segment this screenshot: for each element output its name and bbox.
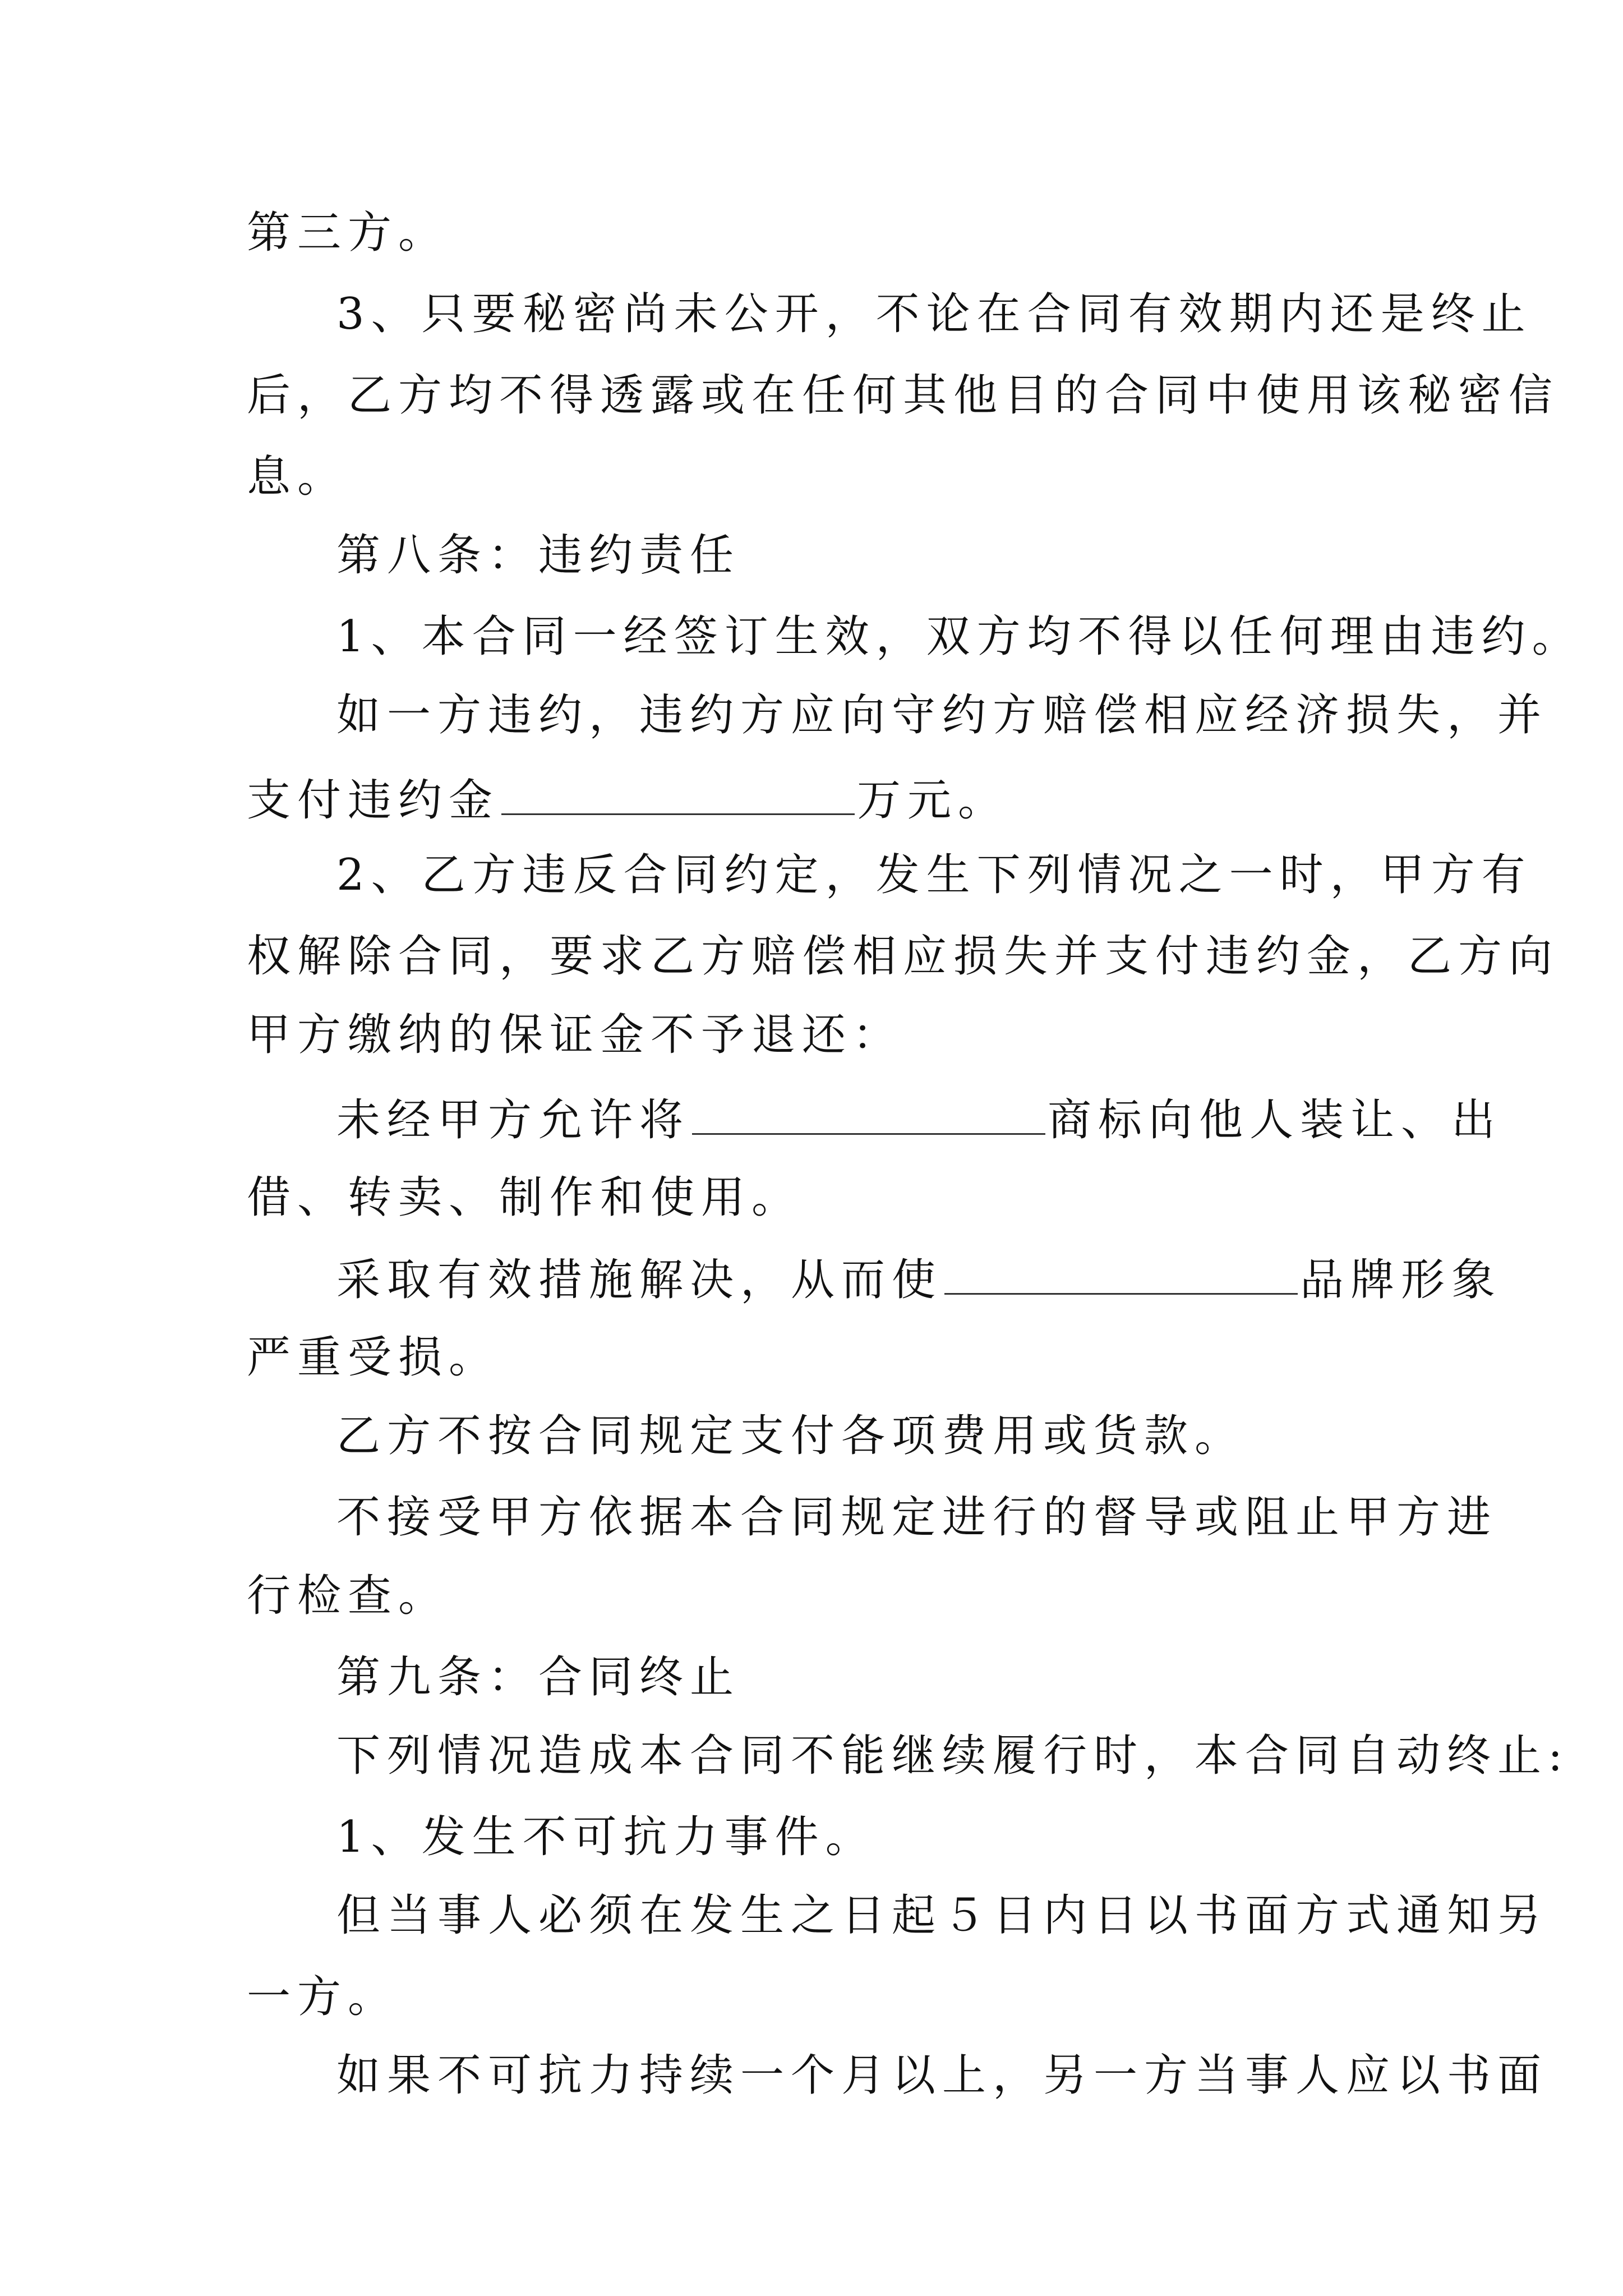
paragraph-line: 乙方不按合同规定支付各项费用或货款。 [336,1411,1246,1461]
paragraph-line: 3、只要秘密尚未公开，不论在合同有效期内还是终止 [336,289,1532,339]
paragraph-line: 但当事人必须在发生之日起５日内日以书面方式通知另 [336,1890,1548,1941]
blank-suffix: 品牌形象 [1300,1255,1502,1305]
section-heading: 第九条：合同终止 [336,1652,741,1703]
paragraph-line: 严重受损。 [247,1332,500,1383]
paragraph-line: 行检查。 [247,1571,449,1621]
paragraph-line: 借、转卖、制作和使用。 [247,1172,803,1223]
paragraph-line: 如果不可抗力持续一个月以上，另一方当事人应以书面 [336,2050,1548,2101]
paragraph-line: 第三方。 [247,208,449,258]
paragraph-line: 下列情况造成本合同不能继续履行时，本合同自动终止: [336,1731,1570,1781]
blank-prefix: 采取有效措施解决，从而使 [336,1255,943,1305]
paragraph-line: 一方。 [247,1972,399,2022]
blank-line-brand [336,1248,1502,1308]
blank-prefix: 支付违约金 [247,775,500,826]
blank-line-trademark [336,1088,1502,1148]
paragraph-line: 不接受甲方依据本合同规定进行的督导或阻止甲方进 [336,1492,1498,1543]
paragraph-line: 权解除合同，要求乙方赔偿相应损失并支付违约金，乙方向 [247,931,1560,982]
paragraph-line: 甲方缴纳的保证金不予退还： [247,1010,903,1060]
section-heading: 第八条：违约责任 [336,530,741,581]
fill-in-blank[interactable] [501,769,855,815]
paragraph-line: 1、本合同一经签订生效，双方均不得以任何理由违约。 [336,611,1583,662]
paragraph-line: 息。 [247,452,348,502]
blank-prefix: 未经甲方允许将 [336,1095,690,1145]
blank-suffix: 万元。 [857,775,1009,826]
paragraph-line: 1、发生不可抗力事件。 [336,1812,876,1862]
blank-suffix: 商标向他人装让、出 [1048,1095,1502,1145]
fill-in-blank[interactable] [692,1088,1045,1135]
paragraph-line: 2、乙方违反合同约定，发生下列情况之一时，甲方有 [336,850,1532,900]
fill-in-blank[interactable] [944,1248,1298,1295]
paragraph-line: 后，乙方均不得透露或在任何其他目的合同中使用该秘密信 [247,370,1560,421]
paragraph-line: 如一方违约，违约方应向守约方赔偿相应经济损失，并 [336,690,1548,740]
blank-line-penalty [247,769,1385,829]
